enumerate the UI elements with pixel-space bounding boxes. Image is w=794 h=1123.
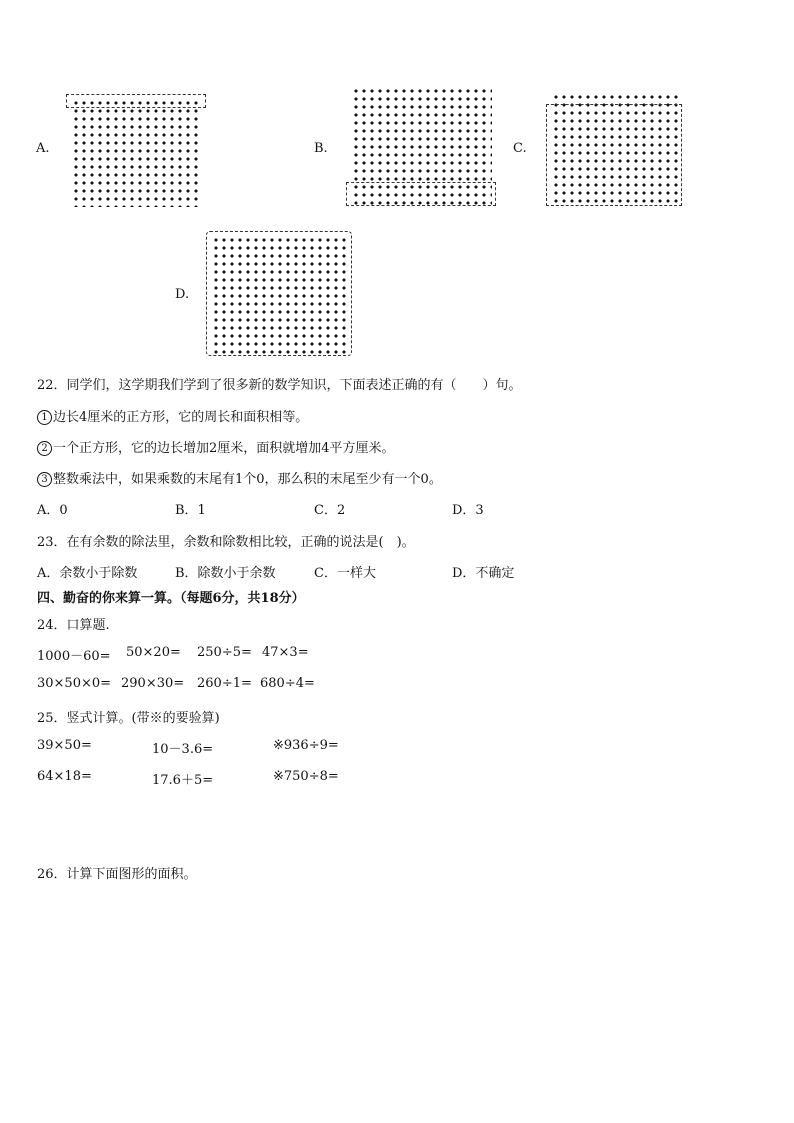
q22-option-a[interactable]: A．0 (37, 503, 68, 518)
figure-a-dashed-strip (66, 94, 206, 108)
q24-item: 290×30= (121, 676, 185, 691)
q24-item: 47×3= (262, 645, 309, 660)
q23-option-a[interactable]: A．余数小于除数 (37, 566, 138, 581)
q22-statement-2: 2 一个正方形，它的边长增加2厘米，面积就增加4平方厘米。 (37, 437, 395, 456)
circled-number-3: 3 (37, 472, 52, 487)
q24-item: 30×50×0= (37, 676, 112, 691)
q22-option-c[interactable]: C．2 (314, 503, 346, 518)
option-a-label: A. (36, 141, 50, 156)
q22-statement-1: 1 边长4厘米的正方形，它的周长和面积相等。 (37, 406, 308, 425)
q25-item: 39×50= (37, 738, 92, 753)
q24-item: 260÷1= (197, 676, 252, 691)
q23-option-c[interactable]: C．一样大 (314, 566, 376, 581)
q25-item: ※750÷8= (273, 769, 339, 784)
q25-item: 10－3.6= (152, 742, 214, 757)
figure-d-dashed-rect (206, 231, 352, 356)
option-c-label: C. (513, 141, 527, 156)
q24-title: 24．口算题. (37, 618, 110, 633)
figure-c-dashed-rect (546, 104, 682, 206)
q22-option-d[interactable]: D．3 (452, 503, 484, 518)
option-b-label: B. (314, 141, 328, 156)
q25-item: 17.6＋5= (152, 773, 214, 788)
section-4-title: 四、勤奋的你来算一算。（每题6分，共18分） (37, 591, 305, 606)
q23-option-d[interactable]: D．不确定 (452, 566, 515, 581)
q26-title: 26．计算下面图形的面积。 (37, 867, 197, 882)
q23-stem: 23．在有余数的除法里，余数和除数相比较，正确的说法是( )。 (37, 535, 415, 550)
q25-item: 64×18= (37, 769, 92, 784)
q22-stem: 22．同学们，这学期我们学到了很多新的数学知识，下面表述正确的有（ ）句。 (37, 378, 522, 393)
q22-statement-3: 3 整数乘法中，如果乘数的末尾有1个0，那么积的末尾至少有一个0。 (37, 468, 442, 487)
circled-number-2: 2 (37, 441, 52, 456)
q24-item: 1000－60= (37, 649, 111, 664)
circled-number-1: 1 (37, 410, 52, 425)
q22-option-b[interactable]: B．1 (175, 503, 206, 518)
q23-option-b[interactable]: B．除数小于余数 (175, 566, 276, 581)
figure-a-dot-grid (70, 97, 200, 207)
q25-title: 25．竖式计算。(带※的要验算) (37, 711, 220, 726)
q24-item: 50×20= (126, 645, 181, 660)
q24-item: 250÷5= (197, 645, 252, 660)
q25-item: ※936÷9= (273, 738, 339, 753)
option-d-label: D. (175, 287, 190, 302)
q24-item: 680÷4= (260, 676, 315, 691)
figure-b-dashed-strip (346, 182, 496, 206)
